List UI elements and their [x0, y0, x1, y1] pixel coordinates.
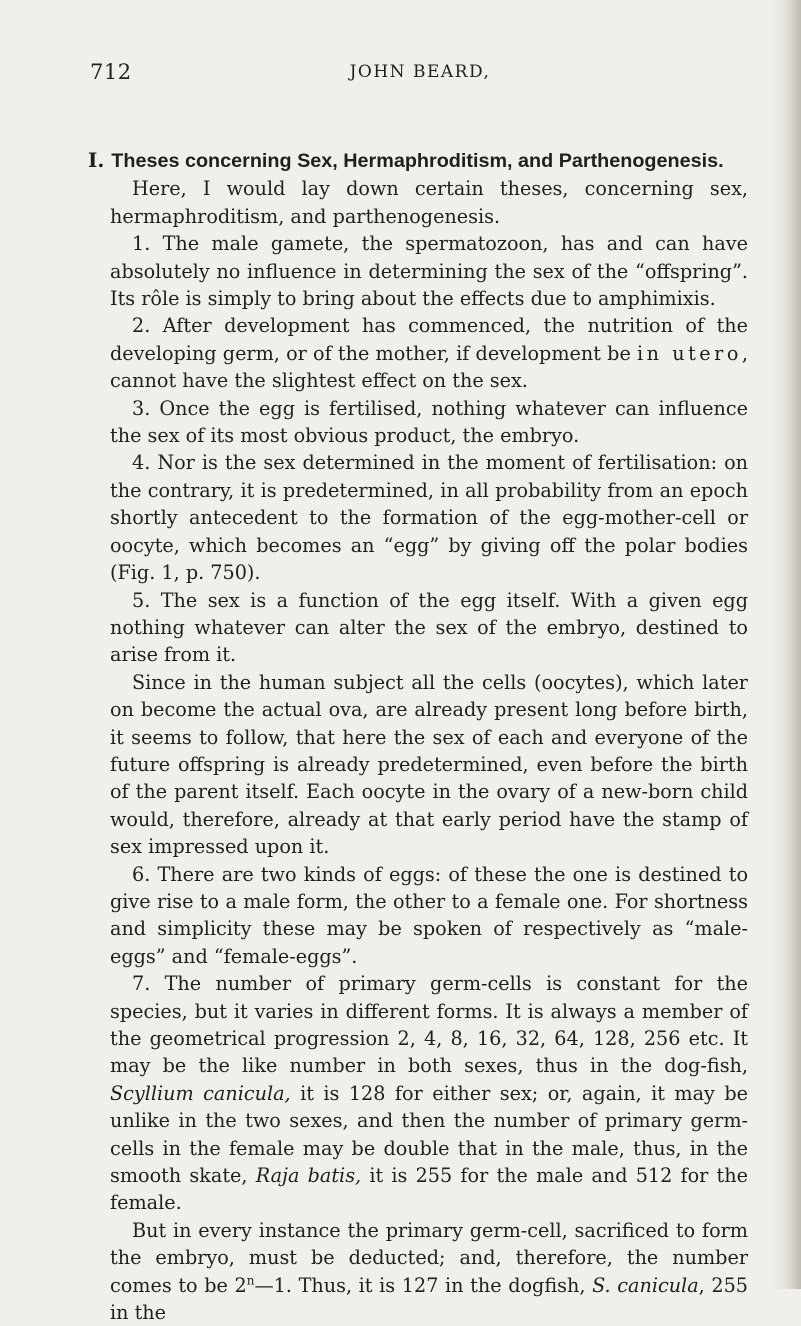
section-number: I.	[88, 148, 105, 172]
section-title: Theses concerning Sex, Hermaphroditism, and Parthenogenesis.	[111, 150, 724, 172]
running-head: JOHN BEARD,	[349, 62, 491, 82]
page-gutter-shadow	[771, 0, 801, 1289]
species-raja: Raja batis,	[255, 1164, 362, 1188]
paragraph-text-a: But in every instance the primary germ-cell, sacrificed to form the embryo, must be deducted; and, therefore, the number comes to be 2	[110, 1218, 748, 1297]
page-header	[90, 60, 750, 100]
thesis-1: 1. The male gamete, the spermatozoon, has and can have absolutely no influence in determining the sex of the “offspring”. Its rôle is simply to bring about the effects due to amphimixis.	[110, 232, 748, 311]
thesis-5-continuation: Since in the human subject all the cells (oocytes), which later on become the actual ova, are already present long before birth, it seems to follow, that here the sex of each and everyone of the future offspring is already predetermined, even before the birth of the parent itself. Each oocyte in the ovary of a new-born child would, therefore, already at that early period have the stamp of sex impressed upon it.	[110, 670, 748, 859]
species-s-canicula: S. canicula	[592, 1273, 699, 1297]
thesis-3: 3. Once the egg is fertilised, nothing whatever can influence the sex of its most obvious product, the embryo.	[110, 396, 748, 448]
paragraph-text-b: —1. Thus, it is 127 in the dogfish,	[254, 1273, 593, 1297]
thesis-6: 6. There are two kinds of eggs: of these the one is destined to give rise to a male form, the other to a female one. For shortness and simplicity these may be spoken of respectively as “male-eggs” and “female-eggs”.	[110, 862, 748, 968]
thesis-7-text-c: it is 255 for the male and 512 for the female.	[110, 1164, 748, 1215]
page-number: 712	[90, 60, 132, 84]
exponent: n	[246, 1273, 255, 1288]
thesis-2	[110, 312, 748, 394]
body-text	[88, 147, 748, 1326]
species-scyllium: Scyllium canicula,	[110, 1081, 291, 1105]
thesis-7-text-b: it is 128 for either sex; or, again, it may be unlike in the two sexes, and then the number of primary germ-cells in the female may be double that in the male, thus, in the smooth skate,	[110, 1081, 748, 1188]
thesis-7	[110, 970, 748, 1217]
paragraph-intro: Here, I would lay down certain theses, concerning sex, hermaphroditism, and parthenogenesis.	[110, 177, 748, 228]
thesis-5: 5. The sex is a function of the egg itself. With a given egg nothing whatever can alter the sex of the embryo, destined to arise from it.	[110, 588, 748, 667]
thesis-7-text-a: 7. The number of primary germ-cells is constant for the species, but it varies in different forms. It is always a member of the geometrical progression 2, 4, 8, 16, 32, 64, 128, 256 etc. It may be the like number in both sexes, thus in the dog-fish,	[110, 972, 748, 1078]
thesis-2-text-b: , cannot have the slightest effect on the sex.	[110, 341, 748, 393]
thesis-2-text-a: 2. After development has commenced, the nutrition of the developing germ, or of the mother, if development be	[110, 314, 748, 365]
paragraph-primary-germ-cell	[110, 1217, 748, 1326]
thesis-4: 4. Nor is the sex determined in the moment of fertilisation: on the contrary, it is predetermined, in all probability from an epoch shortly antecedent to the formation of the egg-mother-cell or oocyte, which becomes an “egg” by giving off the polar bodies (Fig. 1, p. 750).	[110, 451, 748, 585]
thesis-2-emphasis: in utero	[637, 341, 742, 365]
section-heading	[88, 147, 748, 175]
paragraph-text-c: , 255 in the	[110, 1273, 748, 1325]
